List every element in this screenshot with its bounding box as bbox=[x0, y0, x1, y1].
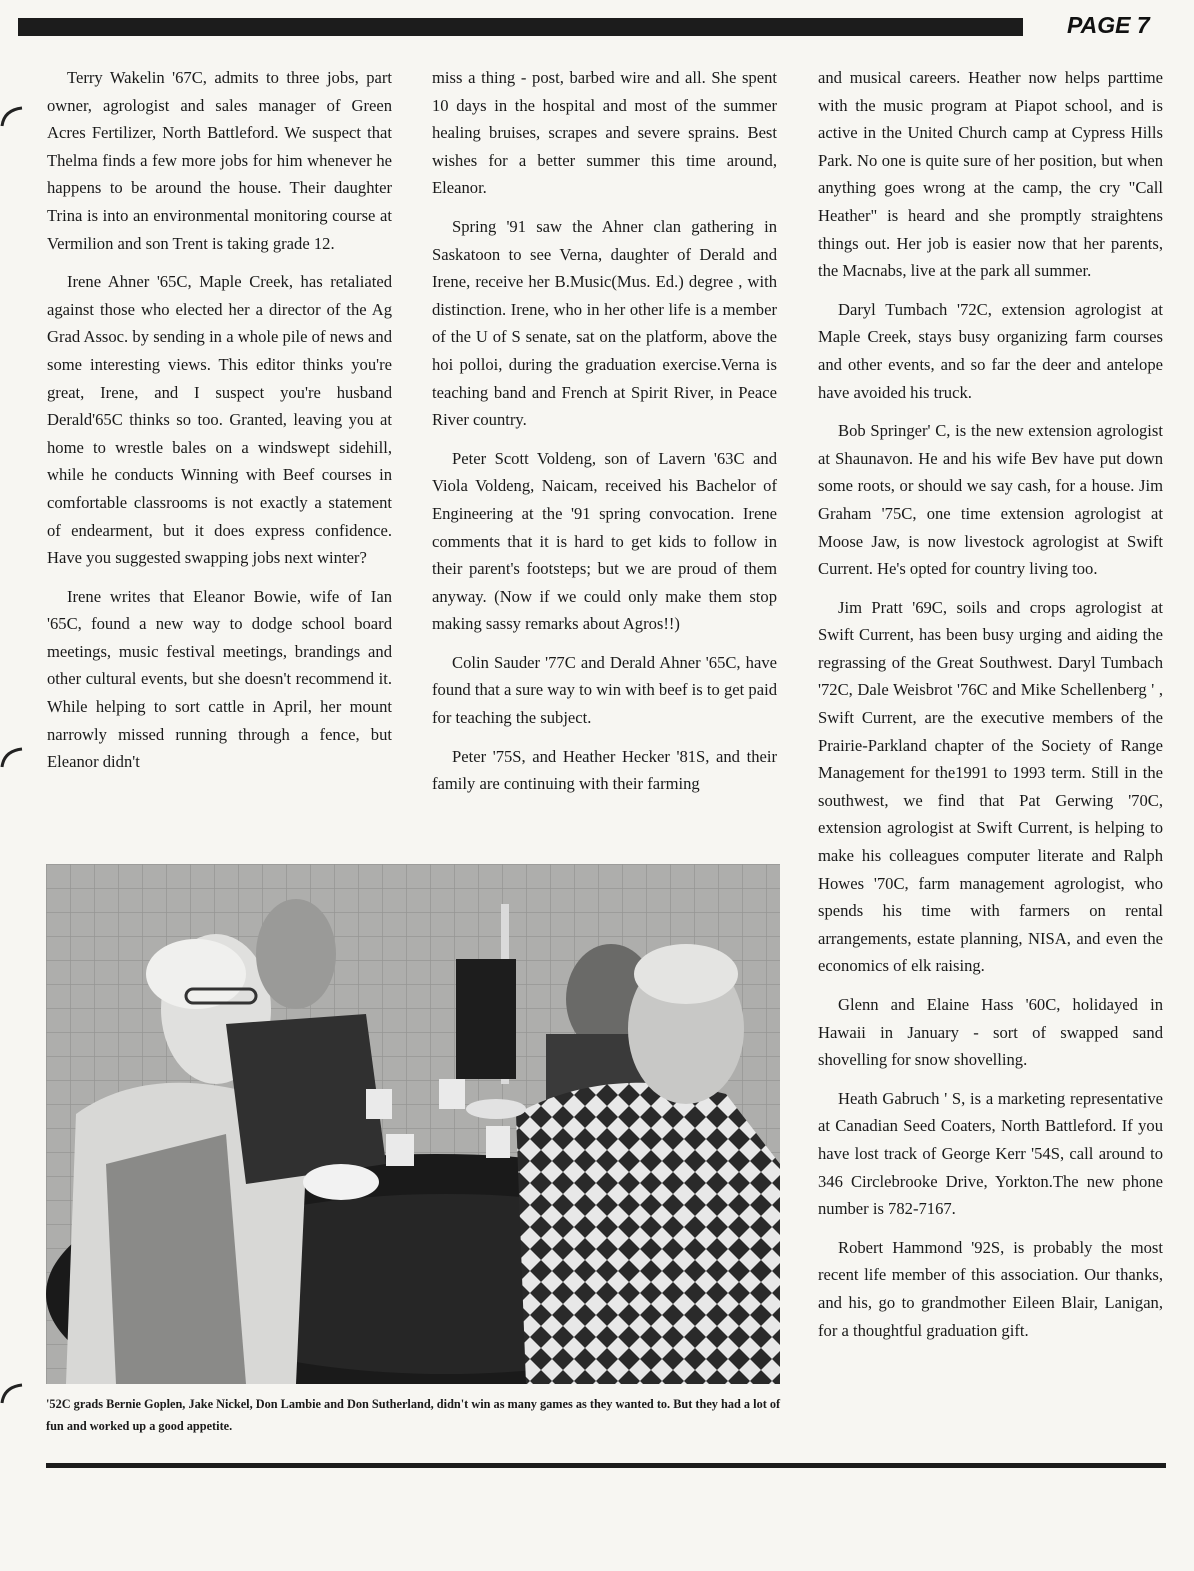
paragraph: Irene Ahner '65C, Maple Creek, has retaliated against those who elected her a director of the Ag Grad Assoc. by sending in a whole pile of news and some interesting views. This editor thinks you're great, Irene, and I suspect you're husband Derald'65C thinks so too. Granted, leaving you at home to wrestle bales on a windswept sidehill, while he conducts Winning with Beef courses in comfortable classrooms is not exactly a statement of endearment, but it does express confidence. Have you suggested swapping jobs next winter? bbox=[47, 272, 392, 568]
punch-hole-icon bbox=[0, 1381, 26, 1407]
column-3 bbox=[818, 64, 1163, 1355]
column-1 bbox=[47, 64, 392, 787]
header-rule bbox=[18, 18, 1023, 36]
paragraph: Jim Pratt '69C, soils and crops agrologist at Swift Current, has been busy urging and aiding the regrassing of the Great Southwest. Daryl Tumbach '72C, Dale Weisbrot '76C and Mike Schellenberg ' , Swift Current, are the executive members of the Prairie-Parkland chapter of the Society of Range Management for the1991 to 1993 term. Still in the southwest, we find that Pat Gerwing '70C, extension agrologist at Swift Current, is helping to make his colleagues computer literate and Ralph Howes '70C, farm management agrologist, who spends his time with farmers on rental arrangements, estate planning, NISA, and even the economics of elk raising. bbox=[818, 597, 1163, 976]
paragraph: Glenn and Elaine Hass '60C, holidayed in Hawaii in January - sort of swapped sand shovelling for snow shovelling. bbox=[818, 995, 1163, 1070]
paragraph: Heath Gabruch ' S, is a marketing representative at Canadian Seed Coaters, North Battleford. If you have lost track of George Kerr '54S, call around to 346 Circlebrooke Drive, Yorkton.The new phone number is 782-7167. bbox=[818, 1088, 1163, 1219]
paragraph: Colin Sauder '77C and Derald Ahner '65C, have found that a sure way to win with beef is to get paid for teaching the subject. bbox=[432, 652, 777, 728]
paragraph: Terry Wakelin '67C, admits to three jobs, part owner, agrologist and sales manager of Green Acres Fertilizer, North Battleford. We suspect that Thelma finds a few more jobs for him whenever he happens to be around the house. Their daughter Trina is into an environmental monitoring course at Vermilion and son Trent is taking grade 12. bbox=[47, 68, 392, 253]
paragraph: Robert Hammond '92S, is probably the most recent life member of this association. Our thanks, and his, go to grandmother Eileen Blair, Lanigan, for a thoughtful graduation gift. bbox=[818, 1237, 1163, 1340]
paragraph: Irene writes that Eleanor Bowie, wife of Ian '65C, found a new way to dodge school board meetings, music festival meetings, brandings and other cultural events, but she doesn't recommend it. While helping to sort cattle in April, her mount narrowly missed running through a fence, but Eleanor didn't bbox=[47, 586, 392, 772]
punch-hole-icon bbox=[0, 745, 26, 771]
column-2 bbox=[432, 64, 777, 809]
paragraph: Bob Springer' C, is the new extension agrologist at Shaunavon. He and his wife Bev have put down some roots, or should we say cash, for a house. Jim Graham '75C, one time extension agrologist at Moose Jaw, is now livestock agrologist at Swift Current. He's opted for country living too. bbox=[818, 421, 1163, 579]
page-number: PAGE 7 bbox=[1067, 12, 1150, 38]
paragraph: miss a thing - post, barbed wire and all. She spent 10 days in the hospital and most of the summer healing bruises, scrapes and severe sprains. Best wishes for a better summer this time around, Eleanor. bbox=[432, 68, 777, 198]
paragraph: Spring '91 saw the Ahner clan gathering in Saskatoon to see Verna, daughter of Derald and Irene, receive her B.Music(Mus. Ed.) degree , with distinction. Irene, who in her other life is a member of the U of S senate, sat on the platform, above the hoi polloi, during the graduation exercise.Verna is teaching band and French at Spirit River, in Peace River country. bbox=[432, 216, 777, 430]
paragraph: Peter '75S, and Heather Hecker '81S, and their family are continuing with their farming bbox=[432, 746, 777, 794]
paragraph: and musical careers. Heather now helps parttime with the music program at Piapot school, and is active in the United Church camp at Cypress Hills Park. No one is quite sure of her position, but when anything goes wrong at the camp, the cry "Call Heather" is heard and she promptly straightens things out. Her job is easier now that her parents, the Macnabs, live at the park all summer. bbox=[818, 68, 1163, 281]
footer-rule bbox=[46, 1463, 1166, 1468]
group-photo bbox=[46, 864, 780, 1384]
paragraph: Peter Scott Voldeng, son of Lavern '63C and Viola Voldeng, Naicam, received his Bachelor of Engineering at the '91 spring convocation. Irene comments that it is hard to get kids to follow in their parent's footsteps; but we are proud of them anyway. (Now if we could only make them stop making sassy remarks about Agros!!) bbox=[432, 448, 777, 634]
punch-hole-icon bbox=[0, 104, 26, 130]
photo-caption: '52C grads Bernie Goplen, Jake Nickel, Don Lambie and Don Sutherland, didn't win as many games as they wanted to. But they had a lot of fun and worked up a good appetite. bbox=[46, 1397, 781, 1433]
paragraph: Daryl Tumbach '72C, extension agrologist at Maple Creek, stays busy organizing farm courses and other events, and so far the deer and antelope have avoided his truck. bbox=[818, 299, 1163, 402]
